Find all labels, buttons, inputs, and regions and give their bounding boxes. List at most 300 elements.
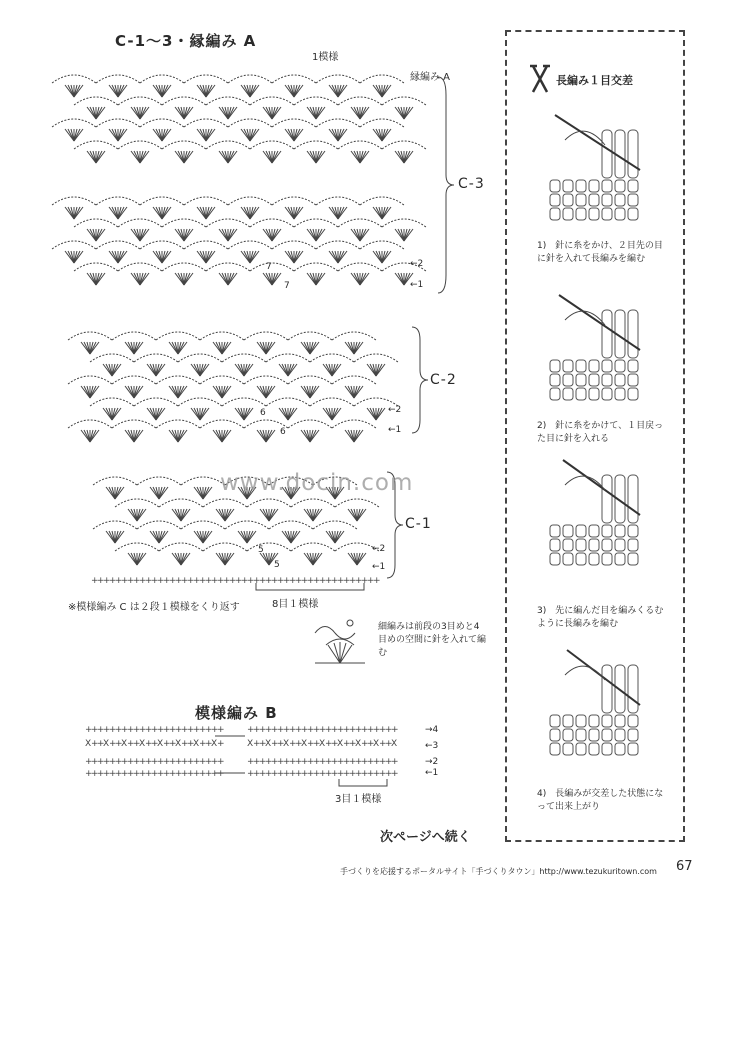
row-number-6b: 6	[280, 427, 286, 437]
shell-fan	[109, 129, 127, 141]
sc-mark: X	[211, 739, 218, 749]
chain-arch	[184, 197, 228, 205]
sc-mark: +	[265, 769, 273, 779]
chain-arch	[294, 141, 338, 149]
sc-mark: +	[151, 769, 159, 779]
sc-mark: +	[205, 725, 213, 735]
sc-mark: +	[259, 725, 267, 735]
stitch-loop	[589, 525, 599, 537]
shell-fan	[285, 129, 303, 141]
sc-mark: +	[253, 757, 261, 767]
sc-mark: +	[175, 725, 183, 735]
sc-mark: +	[259, 739, 267, 749]
chain-arch	[228, 119, 272, 127]
chain-arch	[272, 75, 316, 83]
tall-stitch	[628, 310, 638, 358]
shell-fan	[169, 342, 187, 354]
sc-mark: X	[85, 739, 92, 749]
sc-mark: +	[211, 757, 219, 767]
shell-fan	[153, 129, 171, 141]
shell-fan	[150, 531, 168, 543]
cross-stitch-note: 細編みは前段の3目めと4目めの空間に針を入れて編む	[378, 622, 487, 658]
sc-mark: +	[289, 576, 297, 586]
stitch-loop	[550, 208, 560, 220]
shell-fan	[81, 386, 99, 398]
sc-mark: +	[253, 576, 261, 586]
shell-fan	[125, 430, 143, 442]
shell-fan	[216, 509, 234, 521]
stitch-loop	[615, 360, 625, 372]
sc-mark: +	[217, 739, 225, 749]
shell-fan	[194, 487, 212, 499]
shell-fan	[304, 509, 322, 521]
row-mark-c2-2: ←2	[388, 405, 402, 415]
stitch-loop	[602, 553, 612, 565]
stitch-loop	[602, 180, 612, 192]
repeat-label-top: 1模様	[312, 52, 339, 63]
stitch-loop	[550, 374, 560, 386]
shell-fan	[257, 342, 275, 354]
tall-stitch	[628, 130, 638, 178]
sc-mark: +	[127, 769, 135, 779]
row-mark-c1-2: ←2	[372, 544, 386, 554]
sc-mark: +	[361, 739, 369, 749]
row-mark-c3-1: ←1	[410, 280, 424, 290]
sc-mark: +	[265, 725, 273, 735]
sc-mark: +	[277, 757, 285, 767]
sc-mark: X	[391, 739, 398, 749]
sc-mark: +	[217, 757, 225, 767]
chain-arch	[184, 241, 228, 249]
stitch-loop	[550, 553, 560, 565]
sc-mark: +	[145, 757, 153, 767]
tall-stitch	[602, 130, 612, 178]
chain-arch	[178, 354, 222, 362]
chain-arch	[288, 332, 332, 340]
shell-fan	[329, 85, 347, 97]
chain-arch	[206, 263, 250, 271]
chain-arch	[335, 499, 379, 507]
stitch-loop	[615, 374, 625, 386]
stitch-loop	[615, 743, 625, 755]
chain-arch	[74, 97, 118, 105]
sc-mark: +	[169, 576, 177, 586]
shell-fan	[109, 85, 127, 97]
sc-mark: +	[379, 757, 387, 767]
chain-arch	[244, 332, 288, 340]
sc-mark: +	[247, 725, 255, 735]
sc-mark: +	[343, 757, 351, 767]
stitch-loop	[615, 194, 625, 206]
sc-mark: +	[133, 769, 141, 779]
chain-arch	[184, 75, 228, 83]
sc-mark: +	[127, 576, 135, 586]
sc-mark: +	[331, 769, 339, 779]
chain-arch	[291, 499, 335, 507]
sc-mark: +	[307, 739, 315, 749]
sc-mark: +	[325, 757, 333, 767]
stitch-loop	[615, 388, 625, 400]
chain-arch	[266, 398, 310, 406]
footer-text: 手づくりを応援するポータルサイト「手づくりタウン」http://www.tezukuritown.com	[340, 867, 657, 876]
sc-mark: +	[301, 769, 309, 779]
sc-mark: +	[163, 576, 171, 586]
chain-arch	[156, 332, 200, 340]
stitch-loop	[563, 729, 573, 741]
sc-mark: +	[373, 757, 381, 767]
sc-mark: +	[349, 739, 357, 749]
shell-fan	[235, 364, 253, 376]
sc-mark: +	[337, 576, 345, 586]
shell-fan	[351, 107, 369, 119]
sc-mark: +	[325, 739, 333, 749]
shell-fan	[87, 107, 105, 119]
sc-mark: +	[109, 739, 117, 749]
yarn-strand	[565, 476, 605, 490]
repeat-label-c1: 8目１模様	[272, 599, 319, 610]
shell-fan	[147, 364, 165, 376]
shell-fan	[257, 386, 275, 398]
sc-mark: +	[325, 576, 333, 586]
sc-mark: +	[151, 739, 159, 749]
chain-arch	[382, 141, 426, 149]
shell-fan	[191, 364, 209, 376]
chain-arch	[338, 263, 382, 271]
stitch-loop	[602, 743, 612, 755]
sc-mark: +	[91, 739, 99, 749]
stitch-loop	[602, 539, 612, 551]
sc-mark: X	[373, 739, 380, 749]
sc-mark: +	[133, 757, 141, 767]
shell-fan	[128, 553, 146, 565]
chain-arch	[310, 354, 354, 362]
crochet-chart-b	[65, 722, 425, 782]
stitch-loop	[602, 729, 612, 741]
sc-mark: +	[271, 576, 279, 586]
sc-mark: +	[265, 576, 273, 586]
sc-mark: +	[169, 725, 177, 735]
sc-mark: +	[163, 769, 171, 779]
stitch-loop	[615, 553, 625, 565]
shell-fan	[285, 207, 303, 219]
sc-mark: +	[187, 739, 195, 749]
stitch-loop	[576, 539, 586, 551]
row-mark-c1-1: ←1	[372, 562, 386, 572]
shell-fan	[367, 408, 385, 420]
shell-fan	[131, 107, 149, 119]
sc-mark: +	[97, 757, 105, 767]
stitch-loop	[550, 539, 560, 551]
stitch-loop	[628, 180, 638, 192]
shell-fan	[329, 129, 347, 141]
step-3-caption: 3) 先に編んだ目を編みくるむように長編みを編む	[537, 606, 664, 629]
sc-mark: +	[361, 725, 369, 735]
sc-mark: +	[175, 757, 183, 767]
chain-arch	[250, 97, 294, 105]
chain-arch	[52, 197, 96, 205]
row-number-7b: 7	[284, 281, 290, 291]
chain-arch	[118, 263, 162, 271]
sc-mark: +	[253, 725, 261, 735]
sc-mark: +	[229, 576, 237, 586]
chain-arch	[222, 398, 266, 406]
shell-fan	[197, 251, 215, 263]
sc-mark: +	[319, 757, 327, 767]
sc-mark: +	[163, 739, 171, 749]
chain-arch	[360, 197, 404, 205]
shell-fan	[345, 386, 363, 398]
chain-arch	[206, 141, 250, 149]
chain-arch	[228, 75, 272, 83]
chain-arch	[181, 521, 225, 529]
sc-mark: +	[139, 576, 147, 586]
sc-mark: +	[157, 576, 165, 586]
chain-arch	[294, 219, 338, 227]
chain-arch	[118, 219, 162, 227]
sc-mark: +	[121, 769, 129, 779]
chain-arch	[228, 241, 272, 249]
stitch-loop	[576, 194, 586, 206]
crochet-chart-c2	[60, 320, 440, 470]
sc-mark: +	[295, 739, 303, 749]
sc-mark: +	[271, 757, 279, 767]
row-number-5a: 5	[258, 545, 264, 555]
shell-fan	[128, 509, 146, 521]
sc-mark: +	[91, 757, 99, 767]
chain-arch	[266, 354, 310, 362]
continue-next-page: 次ページへ続く	[380, 830, 471, 845]
sc-mark: +	[259, 576, 267, 586]
sc-mark: +	[91, 576, 99, 586]
row-number-6a: 6	[260, 408, 266, 418]
sc-mark: +	[319, 725, 327, 735]
sc-mark: X	[283, 739, 290, 749]
sc-mark: +	[115, 757, 123, 767]
sc-mark: X	[103, 739, 110, 749]
stitch-loop	[563, 208, 573, 220]
shell-fan	[213, 342, 231, 354]
sc-mark: +	[127, 739, 135, 749]
shell-fan	[329, 251, 347, 263]
stitch-loop	[589, 539, 599, 551]
shell-fan	[175, 273, 193, 285]
sc-mark: X	[121, 739, 128, 749]
shell-fan	[301, 342, 319, 354]
chain-arch	[96, 241, 140, 249]
step-4-caption: 4) 長編みが交差した状態になって出来上がり	[537, 789, 664, 812]
shell-fan	[373, 85, 391, 97]
stitch-loop	[628, 374, 638, 386]
sc-mark: +	[205, 757, 213, 767]
stitch-loop	[628, 539, 638, 551]
shell-fan	[103, 408, 121, 420]
shell-fan	[197, 207, 215, 219]
chain-arch	[162, 141, 206, 149]
shell-fan	[329, 207, 347, 219]
sc-mark: +	[355, 757, 363, 767]
step-2-illustration	[545, 290, 655, 420]
sc-mark: +	[313, 576, 321, 586]
sc-mark: +	[307, 769, 315, 779]
shell-fan	[307, 107, 325, 119]
shell-fan	[169, 430, 187, 442]
shell-fan	[285, 251, 303, 263]
stitch-loop	[628, 194, 638, 206]
shell-fan	[109, 251, 127, 263]
sc-mark: +	[385, 757, 393, 767]
sc-mark: +	[205, 739, 213, 749]
chain-arch	[134, 398, 178, 406]
shell-fan	[197, 129, 215, 141]
stitch-loop	[550, 525, 560, 537]
sc-mark: +	[127, 757, 135, 767]
sc-mark: X	[247, 739, 254, 749]
sc-mark: +	[199, 757, 207, 767]
sc-mark: +	[283, 769, 291, 779]
stitch-loop	[576, 525, 586, 537]
shell-fan	[153, 85, 171, 97]
stitch-loop	[628, 553, 638, 565]
sc-mark: +	[283, 757, 291, 767]
chain-arch	[74, 263, 118, 271]
stitch-loop	[576, 180, 586, 192]
sc-mark: +	[85, 769, 93, 779]
sc-mark: +	[109, 725, 117, 735]
stitch-loop	[602, 715, 612, 727]
chain-arch	[74, 219, 118, 227]
chain-arch	[272, 241, 316, 249]
sc-mark: +	[355, 576, 363, 586]
step-1-illustration	[545, 110, 655, 250]
sc-mark: +	[379, 769, 387, 779]
stitch-loop	[602, 525, 612, 537]
chain-arch	[250, 219, 294, 227]
sc-mark: +	[313, 739, 321, 749]
sc-mark: +	[151, 757, 159, 767]
sc-mark: +	[133, 739, 141, 749]
sc-mark: +	[271, 739, 279, 749]
sc-mark: +	[367, 769, 375, 779]
shell-fan	[395, 229, 413, 241]
shell-fan	[348, 509, 366, 521]
shell-fan	[87, 229, 105, 241]
chain-arch	[316, 75, 360, 83]
sc-mark: +	[157, 725, 165, 735]
chain-arch	[332, 376, 376, 384]
shell-fan	[263, 273, 281, 285]
chain-arch	[140, 241, 184, 249]
chain-arch	[115, 543, 159, 551]
sc-mark: +	[349, 757, 357, 767]
sc-mark: +	[163, 725, 171, 735]
shell-fan	[238, 531, 256, 543]
sc-mark: +	[373, 576, 381, 586]
stitch-loop	[563, 553, 573, 565]
shell-fan	[241, 129, 259, 141]
sc-mark: +	[217, 769, 225, 779]
sc-mark: +	[307, 757, 315, 767]
sc-mark: +	[193, 769, 201, 779]
sc-mark: +	[337, 769, 345, 779]
stitch-loop	[550, 743, 560, 755]
sc-mark: X	[301, 739, 308, 749]
chain-arch	[140, 197, 184, 205]
shell-fan	[153, 207, 171, 219]
chain-arch	[162, 97, 206, 105]
sc-mark: +	[139, 769, 147, 779]
sc-mark: +	[307, 576, 315, 586]
stitch-loop	[550, 388, 560, 400]
chain-arch	[294, 97, 338, 105]
sc-mark: +	[259, 769, 267, 779]
stitch-loop	[602, 208, 612, 220]
sc-mark: +	[109, 757, 117, 767]
sc-mark: +	[271, 769, 279, 779]
stitch-loop	[576, 388, 586, 400]
sc-mark: +	[361, 769, 369, 779]
sc-mark: +	[97, 725, 105, 735]
stitch-loop	[628, 525, 638, 537]
shell-fan	[131, 229, 149, 241]
sc-mark: +	[367, 739, 375, 749]
sc-mark: +	[361, 576, 369, 586]
stitch-loop	[563, 360, 573, 372]
sc-mark: +	[373, 769, 381, 779]
sc-mark: +	[277, 576, 285, 586]
sc-mark: +	[355, 769, 363, 779]
shell-fan	[323, 408, 341, 420]
sc-mark: +	[181, 725, 189, 735]
shell-fan	[106, 531, 124, 543]
sc-mark: +	[205, 769, 213, 779]
cross-stitch-detail-diagram	[310, 615, 370, 675]
chain-arch	[247, 543, 291, 551]
chain-arch	[225, 521, 269, 529]
row-mark-b-2: →2	[425, 757, 439, 767]
edge-label: 縁編み A	[410, 72, 451, 83]
chain-arch	[360, 75, 404, 83]
stitch-loop	[563, 388, 573, 400]
sc-mark: +	[247, 769, 255, 779]
note-pattern-c: ※模様編み C は２段１模様をくり返す	[68, 602, 240, 613]
shell-fan	[125, 386, 143, 398]
shell-fan	[279, 364, 297, 376]
shell-fan	[219, 229, 237, 241]
sc-mark: +	[301, 576, 309, 586]
stitch-loop	[550, 715, 560, 727]
stitch-loop	[628, 360, 638, 372]
sc-mark: +	[157, 757, 165, 767]
sc-mark: +	[187, 725, 195, 735]
stitch-loop	[550, 194, 560, 206]
sc-mark: +	[343, 576, 351, 586]
sc-mark: +	[349, 725, 357, 735]
sc-mark: +	[157, 769, 165, 779]
shell-fan	[109, 207, 127, 219]
shell-fan	[65, 85, 83, 97]
sc-mark: +	[391, 769, 399, 779]
sc-mark: +	[373, 725, 381, 735]
sc-mark: +	[253, 769, 261, 779]
chain-arch	[222, 354, 266, 362]
sc-mark: +	[301, 725, 309, 735]
chain-arch	[272, 197, 316, 205]
stitch-loop	[628, 208, 638, 220]
chart-b-title: 模様編み B	[195, 704, 278, 722]
stitch-loop	[589, 208, 599, 220]
shell-fan	[307, 151, 325, 163]
stitch-loop	[602, 194, 612, 206]
